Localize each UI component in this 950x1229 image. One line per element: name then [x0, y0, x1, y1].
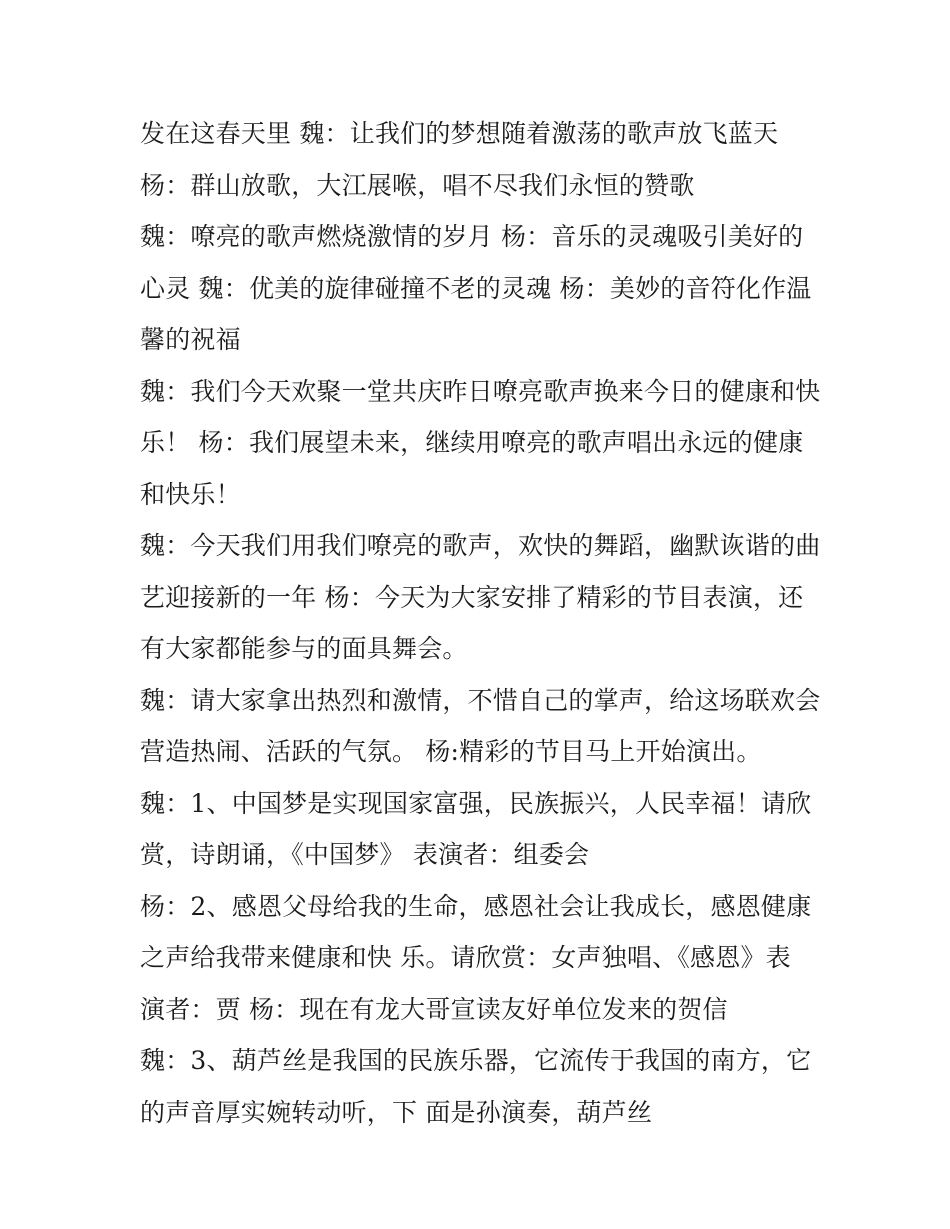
text-line: 魏：今天我们用我们嘹亮的歌声，欢快的舞蹈，幽默诙谐的曲: [140, 531, 821, 560]
text-line: 魏：3、葫芦丝是我国的民族乐器，它流传于我国的南方，它: [140, 1046, 812, 1075]
text-line: 馨的祝福: [140, 325, 241, 354]
text-line: 心灵 魏：优美的旋律碰撞不老的灵魂 杨：美妙的音符化作温: [140, 273, 812, 303]
text-line: 的声音厚实婉转动听，下 面是孙演奏，葫芦丝: [140, 1097, 653, 1127]
text-line: 发在这春天里 魏：让我们的梦想随着激荡的歌声放飞蓝天: [140, 119, 779, 148]
text-line: 之声给我带来健康和快 乐。请欣赏：女声独唱、《感恩》表: [140, 943, 791, 972]
text-line: 艺迎接新的一年 杨：今天为大家安排了精彩的节目表演，还: [140, 582, 804, 612]
document-body: [140, 108, 820, 1138]
text-line: 赏，诗朗诵，《中国梦》 表演者：组委会: [140, 840, 590, 869]
text-line: 演者：贾 杨：现在有龙大哥宣读友好单位发来的贺信: [140, 994, 728, 1024]
text-line: 魏：我们今天欢聚一堂共庆昨日嘹亮歌声换来今日的健康和快: [140, 376, 821, 406]
text-line: 魏：请大家拿出热烈和激情，不惜自己的掌声，给这场联欢会: [140, 685, 821, 715]
text-line: 有大家都能参与的面具舞会。: [140, 634, 468, 663]
text-line: 魏：1、中国梦是实现国家富强，民族振兴，人民幸福！请欣: [140, 788, 812, 818]
text-line: 魏：嘹亮的歌声燃烧激情的岁月 杨：音乐的灵魂吸引美好的: [140, 222, 804, 251]
text-line: 营造热闹、活跃的气氛。 杨:精彩的节目马上开始演出。: [140, 737, 762, 766]
text-line: 杨：群山放歌，大江展喉，唱不尽我们永恒的赞歌: [140, 170, 695, 200]
text-line: 和快乐！: [140, 479, 241, 509]
text-line: 乐！ 杨：我们展望未来，继续用嘹亮的歌声唱出永远的健康: [140, 428, 804, 457]
text-line: 杨：2、感恩父母给我的生命，感恩社会让我成长，感恩健康: [140, 891, 812, 921]
